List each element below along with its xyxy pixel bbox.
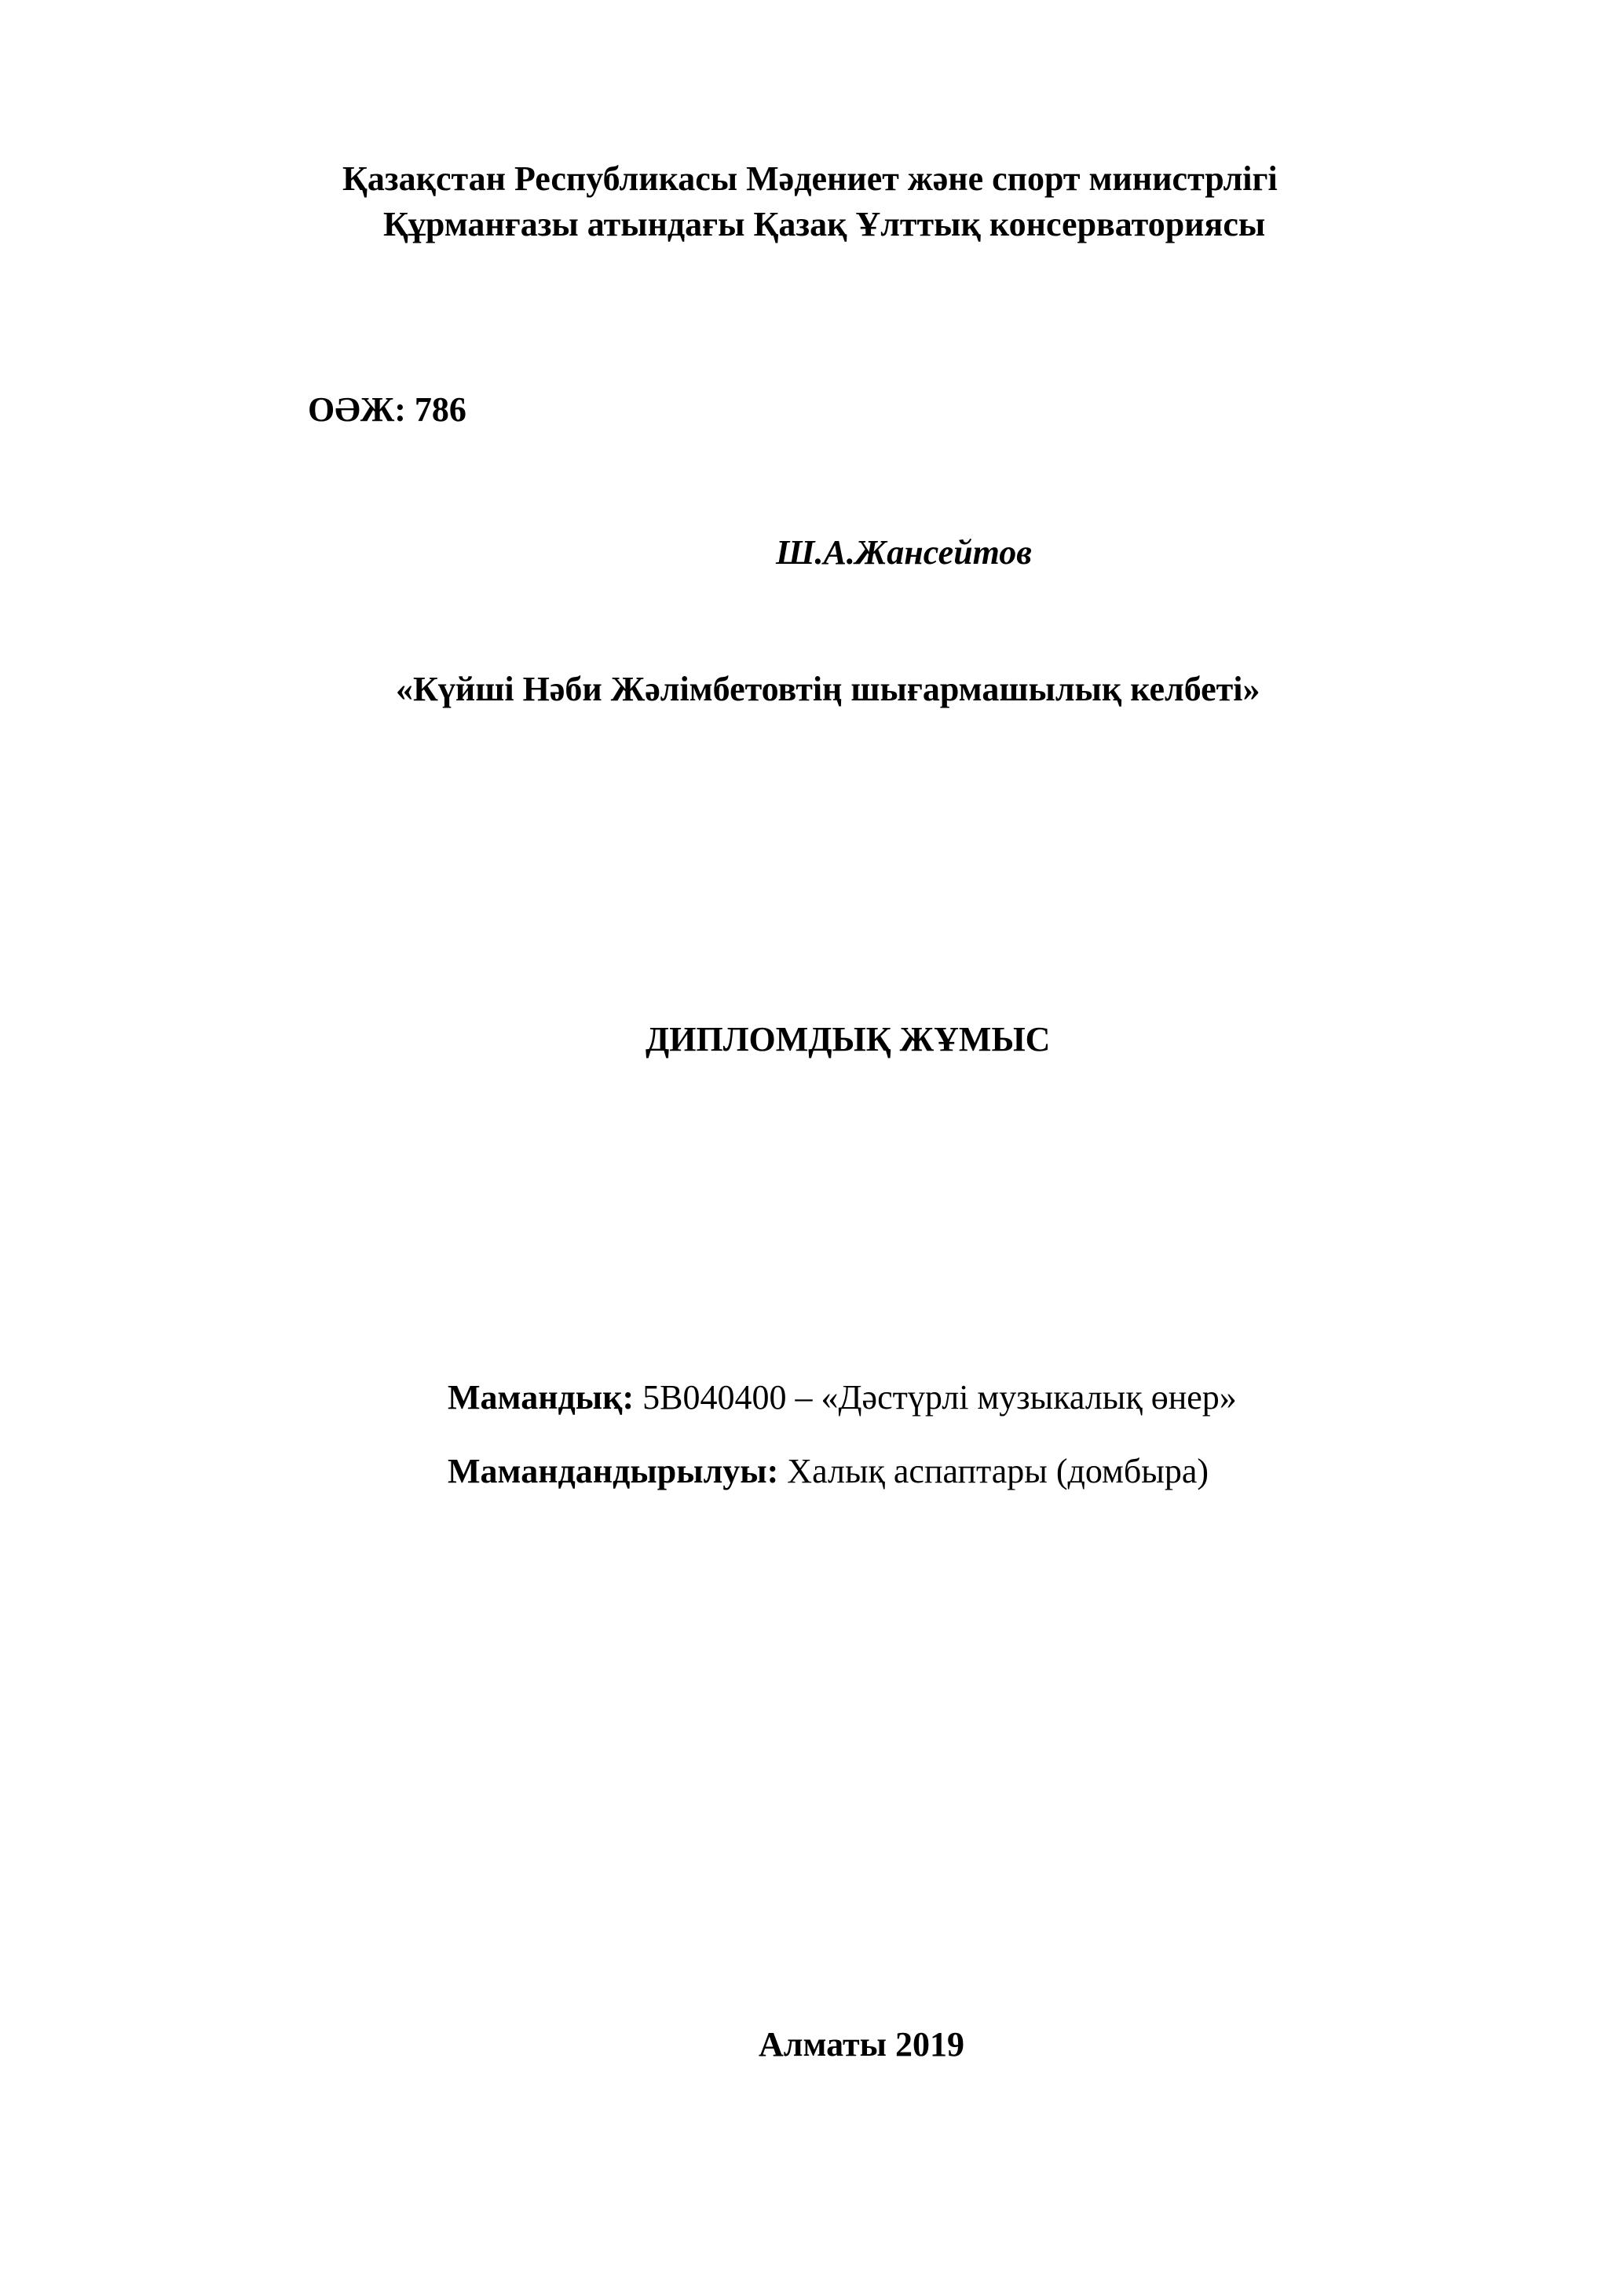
document-type: ДИПЛОМДЫҚ ЖҰМЫС xyxy=(646,1020,1051,1058)
specialty-label: Мамандық: xyxy=(448,1378,635,1417)
ministry-heading: Қазақстан Республикасы Мәдениет және спорт министрлігі xyxy=(342,159,1278,198)
udc-code: ОӘЖ: 786 xyxy=(308,390,466,429)
specialization-label: Мамандандырылуы: xyxy=(448,1452,779,1490)
thesis-title: «Күйші Нәби Жәлімбетовтің шығармашылық келбеті» xyxy=(396,670,1260,708)
specialty-value: 5В040400 – «Дәстүрлі музыкалық өнер» xyxy=(634,1378,1237,1417)
specialization-line xyxy=(448,1451,1209,1492)
conservatory-heading: Құрманғазы атындағы Қазақ Ұлттық консерваториясы xyxy=(383,205,1266,243)
specialization-value: Халық аспаптары (домбыра) xyxy=(778,1452,1209,1490)
author-name: Ш.А.Жансейтов xyxy=(776,533,1032,572)
specialty-line xyxy=(448,1377,1237,1418)
city-year: Алматы 2019 xyxy=(759,2025,964,2064)
